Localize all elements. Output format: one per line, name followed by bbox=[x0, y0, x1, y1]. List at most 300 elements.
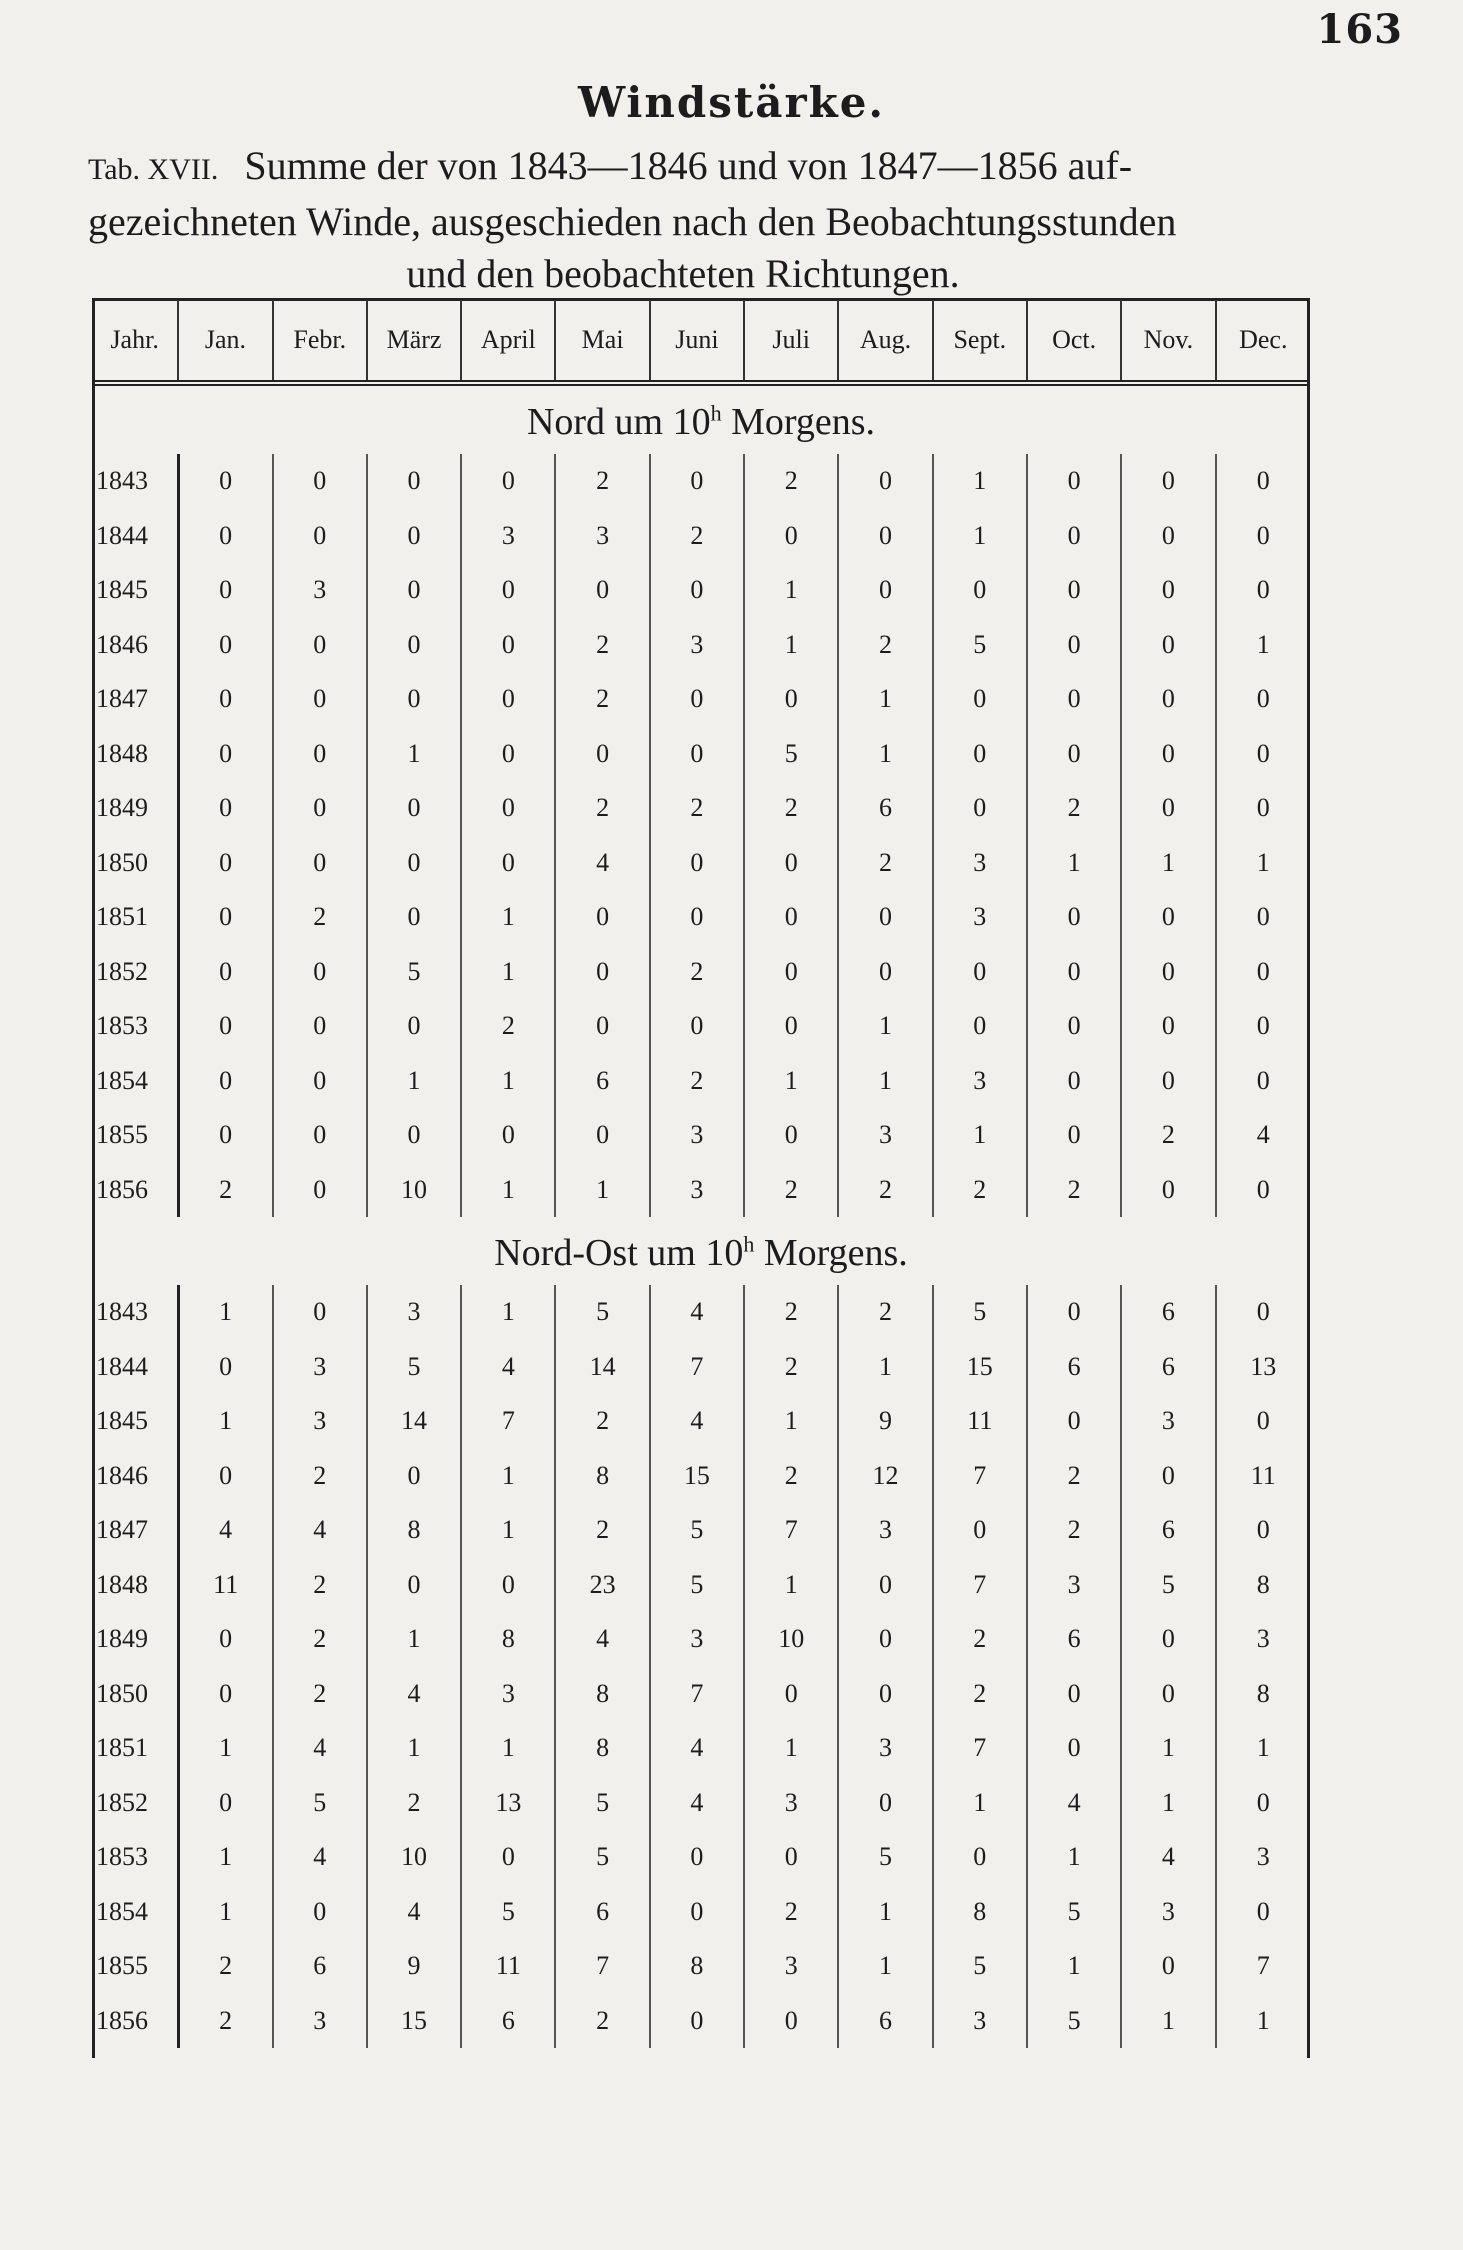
value-cell: 2 bbox=[1121, 1108, 1215, 1163]
value-cell: 0 bbox=[367, 890, 461, 945]
value-cell: 2 bbox=[744, 781, 838, 836]
value-cell: 2 bbox=[838, 618, 932, 673]
value-cell: 6 bbox=[555, 1885, 649, 1940]
value-cell: 2 bbox=[744, 1449, 838, 1504]
value-cell: 5 bbox=[273, 1776, 367, 1831]
value-cell: 0 bbox=[744, 509, 838, 564]
value-cell: 0 bbox=[933, 672, 1027, 727]
value-cell: 0 bbox=[178, 563, 272, 618]
value-cell: 0 bbox=[273, 781, 367, 836]
value-cell: 0 bbox=[273, 1163, 367, 1218]
value-cell: 3 bbox=[273, 1994, 367, 2049]
table-row bbox=[92, 1776, 1310, 1831]
value-cell: 1 bbox=[461, 1163, 555, 1218]
value-cell: 8 bbox=[650, 1939, 744, 1994]
value-cell: 1 bbox=[744, 563, 838, 618]
value-cell: 0 bbox=[650, 1994, 744, 2049]
column-header: Juli bbox=[744, 300, 838, 383]
table-body bbox=[92, 383, 1310, 2048]
value-cell: 0 bbox=[838, 1667, 932, 1722]
value-cell: 0 bbox=[744, 1667, 838, 1722]
value-cell: 0 bbox=[1027, 618, 1121, 673]
value-cell: 1 bbox=[367, 727, 461, 782]
value-cell: 2 bbox=[650, 945, 744, 1000]
table-row bbox=[92, 1885, 1310, 1940]
value-cell: 4 bbox=[650, 1285, 744, 1340]
value-cell: 0 bbox=[1256, 575, 1270, 605]
value-cell: 2 bbox=[744, 1163, 838, 1218]
value-cell: 0 bbox=[1121, 727, 1215, 782]
value-cell: 2 bbox=[650, 781, 744, 836]
value-cell: 15 bbox=[367, 1994, 461, 2049]
value-cell: 3 bbox=[650, 1108, 744, 1163]
value-cell: 2 bbox=[273, 1667, 367, 1722]
value-cell: 0 bbox=[1027, 454, 1121, 509]
value-cell: 5 bbox=[650, 1558, 744, 1613]
value-cell: 1 bbox=[1256, 2005, 1270, 2035]
table-row bbox=[92, 618, 1310, 673]
value-cell: 2 bbox=[555, 618, 649, 673]
value-cell: 1 bbox=[461, 1449, 555, 1504]
value-cell: 2 bbox=[555, 1994, 649, 2049]
value-cell: 4 bbox=[461, 1340, 555, 1395]
value-cell: 0 bbox=[1256, 1896, 1270, 1926]
value-cell: 0 bbox=[838, 1776, 932, 1831]
year-cell: 1844 bbox=[92, 1340, 178, 1395]
value-cell: 0 bbox=[178, 890, 272, 945]
value-cell: 2 bbox=[1027, 1449, 1121, 1504]
value-cell: 5 bbox=[555, 1285, 649, 1340]
value-cell: 0 bbox=[650, 1885, 744, 1940]
value-cell: 5 bbox=[1027, 1994, 1121, 2049]
value-cell: 1 bbox=[744, 1394, 838, 1449]
year-cell: 1848 bbox=[92, 1558, 178, 1613]
value-cell: 0 bbox=[744, 945, 838, 1000]
table-row bbox=[92, 509, 1310, 564]
table-row bbox=[92, 1163, 1310, 1218]
value-cell: 0 bbox=[273, 1885, 367, 1940]
year-cell: 1850 bbox=[92, 836, 178, 891]
value-cell: 4 bbox=[1027, 1776, 1121, 1831]
value-cell: 14 bbox=[555, 1340, 649, 1395]
value-cell: 5 bbox=[744, 727, 838, 782]
value-cell: 0 bbox=[1121, 1163, 1215, 1218]
year-cell: 1856 bbox=[92, 1163, 178, 1218]
value-cell: 0 bbox=[555, 999, 649, 1054]
value-cell: 6 bbox=[273, 1939, 367, 1994]
value-cell: 0 bbox=[273, 1108, 367, 1163]
value-cell: 7 bbox=[1256, 1951, 1270, 1981]
value-cell: 0 bbox=[178, 672, 272, 727]
table-row bbox=[92, 1721, 1310, 1776]
value-cell: 1 bbox=[1121, 1776, 1215, 1831]
value-cell: 1 bbox=[461, 1054, 555, 1109]
value-cell: 0 bbox=[744, 999, 838, 1054]
table-row bbox=[92, 1394, 1310, 1449]
value-cell: 0 bbox=[1027, 1285, 1121, 1340]
value-cell: 0 bbox=[273, 1285, 367, 1340]
value-cell: 0 bbox=[933, 999, 1027, 1054]
value-cell: 0 bbox=[367, 618, 461, 673]
page-heading: Windstärke. bbox=[577, 78, 886, 127]
value-cell: 0 bbox=[178, 509, 272, 564]
value-cell: 3 bbox=[933, 836, 1027, 891]
value-cell: 7 bbox=[933, 1558, 1027, 1613]
value-cell: 13 bbox=[461, 1776, 555, 1831]
value-cell: 11 bbox=[178, 1558, 272, 1613]
value-cell: 2 bbox=[461, 999, 555, 1054]
value-cell: 12 bbox=[838, 1449, 932, 1504]
page-number: 163 bbox=[1316, 6, 1403, 53]
column-header: Sept. bbox=[933, 300, 1027, 383]
value-cell: 0 bbox=[1027, 509, 1121, 564]
year-cell: 1847 bbox=[92, 672, 178, 727]
value-cell: 4 bbox=[650, 1776, 744, 1831]
column-header: Jan. bbox=[178, 300, 272, 383]
value-cell: 2 bbox=[838, 836, 932, 891]
value-cell: 1 bbox=[1027, 1939, 1121, 1994]
table-row bbox=[92, 563, 1310, 618]
value-cell: 9 bbox=[838, 1394, 932, 1449]
value-cell: 0 bbox=[1121, 890, 1215, 945]
value-cell: 1 bbox=[178, 1830, 272, 1885]
value-cell: 0 bbox=[838, 1612, 932, 1667]
value-cell: 0 bbox=[1256, 684, 1270, 714]
value-cell: 1 bbox=[461, 1721, 555, 1776]
year-cell: 1853 bbox=[92, 1830, 178, 1885]
value-cell: 0 bbox=[650, 727, 744, 782]
section-title-row bbox=[92, 383, 1310, 454]
table-header-row bbox=[92, 300, 1310, 383]
value-cell: 3 bbox=[273, 563, 367, 618]
value-cell: 2 bbox=[838, 1163, 932, 1218]
year-cell: 1846 bbox=[92, 618, 178, 673]
value-cell: 2 bbox=[744, 1340, 838, 1395]
value-cell: 1 bbox=[367, 1054, 461, 1109]
value-cell: 1 bbox=[838, 999, 932, 1054]
value-cell: 0 bbox=[1121, 563, 1215, 618]
value-cell: 0 bbox=[461, 1830, 555, 1885]
value-cell: 0 bbox=[650, 454, 744, 509]
value-cell: 1 bbox=[461, 1503, 555, 1558]
value-cell: 1 bbox=[1121, 1994, 1215, 2049]
value-cell: 0 bbox=[367, 836, 461, 891]
value-cell: 0 bbox=[178, 1776, 272, 1831]
value-cell: 7 bbox=[650, 1667, 744, 1722]
value-cell: 4 bbox=[273, 1503, 367, 1558]
value-cell: 10 bbox=[744, 1612, 838, 1667]
table-row bbox=[92, 945, 1310, 1000]
value-cell: 0 bbox=[273, 727, 367, 782]
value-cell: 1 bbox=[838, 672, 932, 727]
table-row bbox=[92, 1503, 1310, 1558]
value-cell: 0 bbox=[178, 454, 272, 509]
value-cell: 0 bbox=[461, 1108, 555, 1163]
value-cell: 3 bbox=[461, 509, 555, 564]
value-cell: 0 bbox=[1027, 890, 1121, 945]
value-cell: 0 bbox=[838, 945, 932, 1000]
section-title: Nord um 10$^h$ Morgens. bbox=[526, 400, 876, 443]
value-cell: 0 bbox=[273, 618, 367, 673]
value-cell: 8 bbox=[1256, 1678, 1270, 1708]
value-cell: 0 bbox=[1027, 945, 1121, 1000]
value-cell: 1 bbox=[367, 1612, 461, 1667]
value-cell: 1 bbox=[838, 727, 932, 782]
value-cell: 2 bbox=[933, 1163, 1027, 1218]
table-row bbox=[92, 672, 1310, 727]
value-cell: 1 bbox=[461, 1285, 555, 1340]
value-cell: 5 bbox=[838, 1830, 932, 1885]
value-cell: 5 bbox=[367, 1340, 461, 1395]
caption-line-3: und den beobachteten Richtungen. bbox=[406, 251, 960, 296]
year-cell: 1845 bbox=[92, 1394, 178, 1449]
value-cell: 1 bbox=[1256, 847, 1270, 877]
value-cell: 9 bbox=[367, 1939, 461, 1994]
table-row bbox=[92, 727, 1310, 782]
value-cell: 0 bbox=[933, 781, 1027, 836]
value-cell: 2 bbox=[933, 1612, 1027, 1667]
value-cell: 2 bbox=[1027, 781, 1121, 836]
value-cell: 0 bbox=[1256, 1787, 1270, 1817]
value-cell: 7 bbox=[744, 1503, 838, 1558]
value-cell: 0 bbox=[1121, 454, 1215, 509]
value-cell: 0 bbox=[1256, 1011, 1270, 1041]
year-cell: 1856 bbox=[92, 1994, 178, 2049]
value-cell: 0 bbox=[1121, 672, 1215, 727]
value-cell: 0 bbox=[1256, 466, 1270, 496]
value-cell: 8 bbox=[1256, 1569, 1270, 1599]
value-cell: 8 bbox=[461, 1612, 555, 1667]
value-cell: 0 bbox=[1027, 727, 1121, 782]
value-cell: 1 bbox=[178, 1721, 272, 1776]
value-cell: 1 bbox=[178, 1285, 272, 1340]
value-cell: 13 bbox=[1250, 1351, 1277, 1381]
value-cell: 1 bbox=[838, 1340, 932, 1395]
value-cell: 0 bbox=[367, 454, 461, 509]
value-cell: 0 bbox=[461, 618, 555, 673]
value-cell: 3 bbox=[650, 1612, 744, 1667]
value-cell: 0 bbox=[178, 781, 272, 836]
value-cell: 1 bbox=[178, 1885, 272, 1940]
column-header: Aug. bbox=[838, 300, 932, 383]
value-cell: 1 bbox=[555, 1163, 649, 1218]
value-cell: 0 bbox=[367, 509, 461, 564]
value-cell: 0 bbox=[273, 454, 367, 509]
table-row bbox=[92, 1667, 1310, 1722]
value-cell: 2 bbox=[650, 1054, 744, 1109]
value-cell: 0 bbox=[838, 454, 932, 509]
value-cell: 0 bbox=[838, 890, 932, 945]
value-cell: 4 bbox=[650, 1721, 744, 1776]
value-cell: 0 bbox=[461, 454, 555, 509]
value-cell: 4 bbox=[273, 1721, 367, 1776]
value-cell: 11 bbox=[933, 1394, 1027, 1449]
column-header: Febr. bbox=[273, 300, 367, 383]
value-cell: 2 bbox=[555, 672, 649, 727]
value-cell: 0 bbox=[178, 1667, 272, 1722]
caption-line-1 bbox=[88, 140, 1318, 196]
value-cell: 0 bbox=[178, 945, 272, 1000]
value-cell: 0 bbox=[744, 1830, 838, 1885]
value-cell: 0 bbox=[650, 672, 744, 727]
year-cell: 1852 bbox=[92, 1776, 178, 1831]
value-cell: 1 bbox=[838, 1054, 932, 1109]
value-cell: 0 bbox=[178, 1449, 272, 1504]
year-cell: 1845 bbox=[92, 563, 178, 618]
table-row bbox=[92, 1108, 1310, 1163]
value-cell: 0 bbox=[273, 672, 367, 727]
value-cell: 2 bbox=[273, 1558, 367, 1613]
year-cell: 1843 bbox=[92, 1285, 178, 1340]
value-cell: 3 bbox=[933, 890, 1027, 945]
value-cell: 0 bbox=[273, 999, 367, 1054]
value-cell: 0 bbox=[650, 1830, 744, 1885]
year-cell: 1847 bbox=[92, 1503, 178, 1558]
column-header: April bbox=[461, 300, 555, 383]
value-cell: 6 bbox=[1121, 1285, 1215, 1340]
value-cell: 0 bbox=[1121, 1449, 1215, 1504]
value-cell: 15 bbox=[650, 1449, 744, 1504]
value-cell: 0 bbox=[178, 1108, 272, 1163]
value-cell: 3 bbox=[555, 509, 649, 564]
value-cell: 2 bbox=[555, 1394, 649, 1449]
value-cell: 5 bbox=[933, 618, 1027, 673]
year-cell: 1846 bbox=[92, 1449, 178, 1504]
table-row bbox=[92, 1830, 1310, 1885]
value-cell: 0 bbox=[1256, 793, 1270, 823]
caption-line-2: gezeichneten Winde, ausgeschieden nach den Beobachtungsstunden bbox=[88, 199, 1177, 244]
value-cell: 0 bbox=[933, 1503, 1027, 1558]
year-cell: 1851 bbox=[92, 890, 178, 945]
value-cell: 8 bbox=[555, 1449, 649, 1504]
value-cell: 0 bbox=[650, 999, 744, 1054]
value-cell: 2 bbox=[273, 1449, 367, 1504]
value-cell: 2 bbox=[650, 509, 744, 564]
value-cell: 0 bbox=[555, 1108, 649, 1163]
value-cell: 0 bbox=[1121, 781, 1215, 836]
value-cell: 3 bbox=[838, 1721, 932, 1776]
value-cell: 0 bbox=[1256, 1174, 1270, 1204]
value-cell: 0 bbox=[650, 563, 744, 618]
value-cell: 3 bbox=[273, 1340, 367, 1395]
value-cell: 0 bbox=[744, 672, 838, 727]
value-cell: 6 bbox=[1121, 1340, 1215, 1395]
year-cell: 1844 bbox=[92, 509, 178, 564]
value-cell: 1 bbox=[933, 1776, 1027, 1831]
value-cell: 0 bbox=[461, 1558, 555, 1613]
year-cell: 1854 bbox=[92, 1054, 178, 1109]
table-row bbox=[92, 1340, 1310, 1395]
table-row bbox=[92, 836, 1310, 891]
value-cell: 3 bbox=[650, 618, 744, 673]
year-cell: 1851 bbox=[92, 1721, 178, 1776]
value-cell: 3 bbox=[1256, 1624, 1270, 1654]
year-cell: 1843 bbox=[92, 454, 178, 509]
value-cell: 0 bbox=[744, 1994, 838, 2049]
year-cell: 1852 bbox=[92, 945, 178, 1000]
value-cell: 1 bbox=[367, 1721, 461, 1776]
value-cell: 6 bbox=[1121, 1503, 1215, 1558]
value-cell: 0 bbox=[1256, 1515, 1270, 1545]
value-cell: 1 bbox=[1121, 836, 1215, 891]
value-cell: 7 bbox=[555, 1939, 649, 1994]
value-cell: 1 bbox=[1027, 836, 1121, 891]
value-cell: 8 bbox=[555, 1721, 649, 1776]
value-cell: 3 bbox=[650, 1163, 744, 1218]
value-cell: 1 bbox=[744, 1558, 838, 1613]
value-cell: 0 bbox=[367, 1449, 461, 1504]
column-header: Nov. bbox=[1121, 300, 1215, 383]
value-cell: 0 bbox=[461, 563, 555, 618]
value-cell: 1 bbox=[933, 509, 1027, 564]
value-cell: 0 bbox=[555, 563, 649, 618]
value-cell: 4 bbox=[178, 1503, 272, 1558]
value-cell: 3 bbox=[933, 1054, 1027, 1109]
value-cell: 0 bbox=[273, 945, 367, 1000]
value-cell: 0 bbox=[744, 1108, 838, 1163]
value-cell: 0 bbox=[933, 727, 1027, 782]
value-cell: 0 bbox=[178, 1054, 272, 1109]
table-row bbox=[92, 1285, 1310, 1340]
value-cell: 6 bbox=[1027, 1612, 1121, 1667]
value-cell: 8 bbox=[367, 1503, 461, 1558]
value-cell: 0 bbox=[367, 1558, 461, 1613]
year-cell: 1854 bbox=[92, 1885, 178, 1940]
value-cell: 0 bbox=[1121, 945, 1215, 1000]
value-cell: 0 bbox=[1121, 1612, 1215, 1667]
value-cell: 0 bbox=[178, 999, 272, 1054]
value-cell: 0 bbox=[933, 563, 1027, 618]
table-row bbox=[92, 1612, 1310, 1667]
value-cell: 0 bbox=[1256, 520, 1270, 550]
value-cell: 0 bbox=[838, 509, 932, 564]
value-cell: 4 bbox=[555, 1612, 649, 1667]
column-header: Juni bbox=[650, 300, 744, 383]
value-cell: 4 bbox=[367, 1667, 461, 1722]
value-cell: 3 bbox=[838, 1108, 932, 1163]
value-cell: 0 bbox=[1027, 1108, 1121, 1163]
value-cell: 2 bbox=[1027, 1503, 1121, 1558]
value-cell: 0 bbox=[178, 1340, 272, 1395]
value-cell: 23 bbox=[555, 1558, 649, 1613]
value-cell: 1 bbox=[461, 945, 555, 1000]
value-cell: 2 bbox=[178, 1994, 272, 2049]
value-cell: 0 bbox=[461, 836, 555, 891]
value-cell: 2 bbox=[178, 1163, 272, 1218]
value-cell: 0 bbox=[1027, 999, 1121, 1054]
value-cell: 6 bbox=[1027, 1340, 1121, 1395]
value-cell: 7 bbox=[933, 1449, 1027, 1504]
value-cell: 0 bbox=[1256, 956, 1270, 986]
value-cell: 4 bbox=[650, 1394, 744, 1449]
value-cell: 0 bbox=[555, 945, 649, 1000]
value-cell: 0 bbox=[555, 727, 649, 782]
value-cell: 0 bbox=[367, 1108, 461, 1163]
value-cell: 0 bbox=[1121, 1939, 1215, 1994]
value-cell: 0 bbox=[1027, 1394, 1121, 1449]
table-row bbox=[92, 890, 1310, 945]
column-header: Mai bbox=[555, 300, 649, 383]
value-cell: 0 bbox=[744, 836, 838, 891]
value-cell: 11 bbox=[1250, 1460, 1276, 1490]
value-cell: 2 bbox=[555, 1503, 649, 1558]
value-cell: 5 bbox=[555, 1830, 649, 1885]
value-cell: 5 bbox=[1027, 1885, 1121, 1940]
value-cell: 6 bbox=[838, 781, 932, 836]
value-cell: 8 bbox=[933, 1885, 1027, 1940]
value-cell: 0 bbox=[461, 672, 555, 727]
value-cell: 5 bbox=[650, 1503, 744, 1558]
